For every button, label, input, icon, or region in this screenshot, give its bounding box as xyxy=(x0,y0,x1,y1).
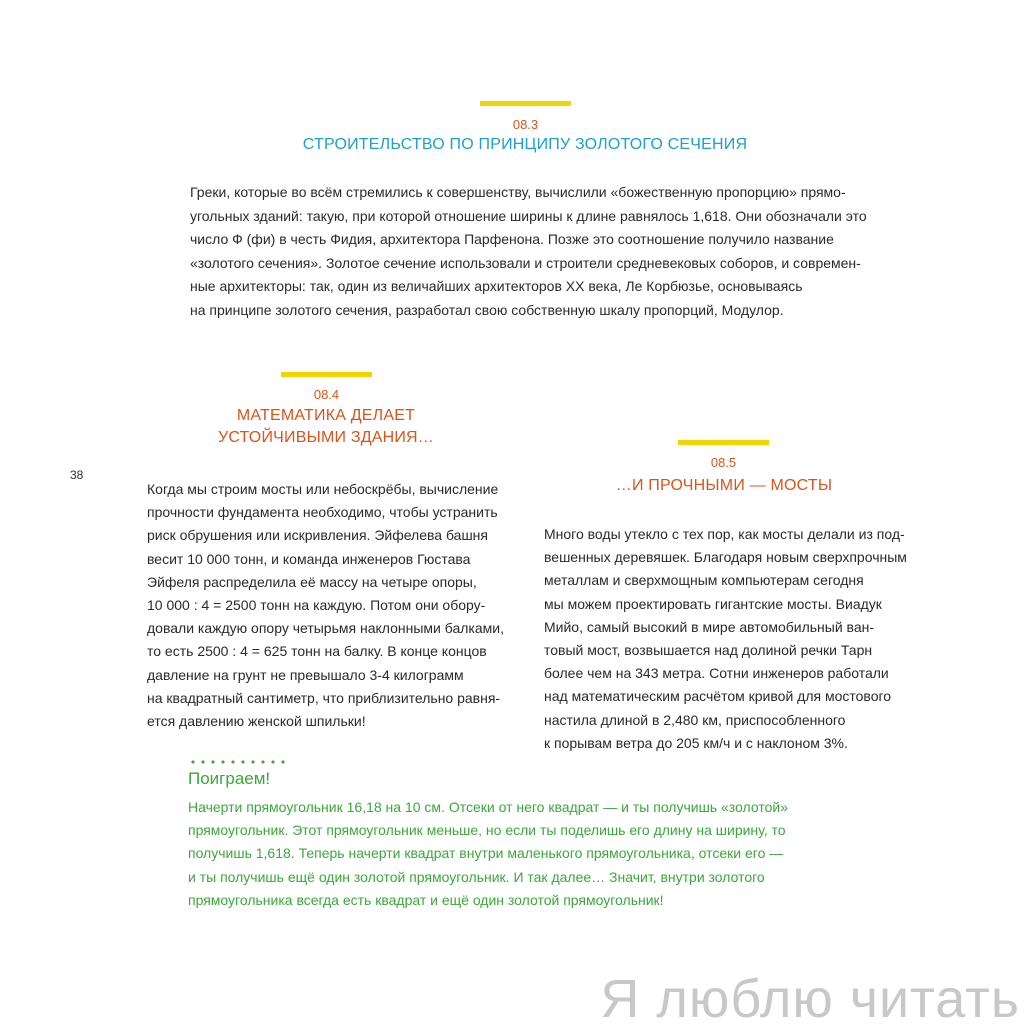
play-body xyxy=(188,796,788,912)
section-83-body xyxy=(190,181,867,323)
body-line: Греки, которые во всём стремились к совершенству, вычислили «божественную пропорцию» прямо- xyxy=(190,184,846,200)
section-84-title-line: МАТЕМАТИКА ДЕЛАЕТ xyxy=(236,407,416,424)
play-line: Начерти прямоугольник 16,18 на 10 см. Отсеки от него квадрат — и ты получишь «золотой» xyxy=(188,799,788,815)
body-line: Эйфеля распределила её массу на четыре опоры, xyxy=(147,573,477,590)
watermark: Я люблю читать xyxy=(600,969,1020,1029)
body-line: металлам и сверхмощным компьютерам сегодня xyxy=(544,572,864,589)
body-line: весит 10 000 тонн, и команда инженеров Гюстава xyxy=(147,550,471,567)
body-line: число Ф (фи) в честь Фидия, архитектора Парфенона. Позже это соотношение получило название xyxy=(190,231,834,248)
section-84-number: 08.4 xyxy=(313,387,340,402)
body-line: настила длиной в 2,480 км, приспособленного xyxy=(544,711,846,728)
play-title: Поиграем! xyxy=(188,769,271,788)
body-line: риск обрушения или искривления. Эйфелева башня xyxy=(147,527,488,544)
body-line: на принципе золотого сечения, разработал свою собственную шкалу пропорций, Модулор. xyxy=(190,301,784,318)
play-line: и ты получишь ещё один золотой прямоугольник. И так далее… Значит, внутри золотого xyxy=(188,868,765,885)
section-83-number: 08.3 xyxy=(512,117,539,132)
section-85-accent-bar xyxy=(678,440,769,445)
body-line: вешенных деревяшек. Благодаря новым сверхпрочным xyxy=(544,549,907,566)
body-line: Много воды утекло с тех пор, как мосты делали из под- xyxy=(544,526,905,542)
body-line: более чем на 343 метра. Сотни инженеров работали xyxy=(544,665,889,682)
body-line: прочности фундамента необходимо, чтобы устранить xyxy=(147,504,498,521)
body-line: мы можем проектировать гигантские мосты. Виадук xyxy=(544,595,882,612)
section-85-number: 08.5 xyxy=(710,455,737,470)
page-number: 38 xyxy=(70,468,84,482)
section-84-body xyxy=(147,478,504,733)
section-85-body xyxy=(544,523,907,755)
section-85-title: …И ПРОЧНЫМИ — МОСТЫ xyxy=(615,477,833,494)
body-line: ется давлению женской шпильки! xyxy=(147,713,366,730)
body-line: товый мост, возвышается над долиной речки Тарн xyxy=(544,642,873,659)
section-83-title: СТРОИТЕЛЬСТВО ПО ПРИНЦИПУ ЗОЛОТОГО СЕЧЕНИЯ xyxy=(302,136,748,153)
body-line: к порывам ветра до 205 км/ч и с наклоном 3%. xyxy=(544,734,848,751)
body-line: на квадратный сантиметр, что приблизительно равня- xyxy=(147,689,501,706)
play-line: прямоугольника всегда есть квадрат и ещё один золотой прямоугольник! xyxy=(188,891,664,908)
section-83-accent-bar xyxy=(480,101,571,106)
body-line: 10 000 : 4 = 2500 тонн на каждую. Потом они обору- xyxy=(147,597,486,614)
body-line: давление на грунт не превышало 3-4 килограмм xyxy=(147,666,464,683)
body-line: ные архитекторы: так, один из величайших архитекторов XX века, Ле Корбюзье, основываясь xyxy=(190,278,803,295)
play-dotted-divider xyxy=(188,760,288,764)
body-line: над математическим расчётом кривой для мостового xyxy=(544,688,892,705)
body-line: довали каждую опору четырьмя наклонными балками, xyxy=(147,620,504,637)
section-84-title-line: УСТОЙЧИВЫМИ ЗДАНИЯ… xyxy=(217,429,435,446)
body-line: Мийо, самый высокий в мире автомобильный ван- xyxy=(544,618,875,635)
section-84-accent-bar xyxy=(281,372,372,377)
body-line: «золотого сечения». Золотое сечение использовали и строители средневековых соборов, и современ- xyxy=(190,254,861,271)
body-line: угольных зданий: такую, при которой отношение ширины к длине равнялось 1,618. Они обозначали это xyxy=(190,207,867,224)
body-line: Когда мы строим мосты или небоскрёбы, вычисление xyxy=(147,481,499,497)
play-line: прямоугольник. Этот прямоугольник меньше, но если ты поделишь его длину на ширину, то xyxy=(188,822,786,839)
section-84-title xyxy=(176,405,476,449)
play-line: получишь 1,618. Теперь начерти квадрат внутри маленького прямоугольника, отсеки его — xyxy=(188,845,784,862)
body-line: то есть 2500 : 4 = 625 тонн на балку. В конце концов xyxy=(147,643,487,660)
